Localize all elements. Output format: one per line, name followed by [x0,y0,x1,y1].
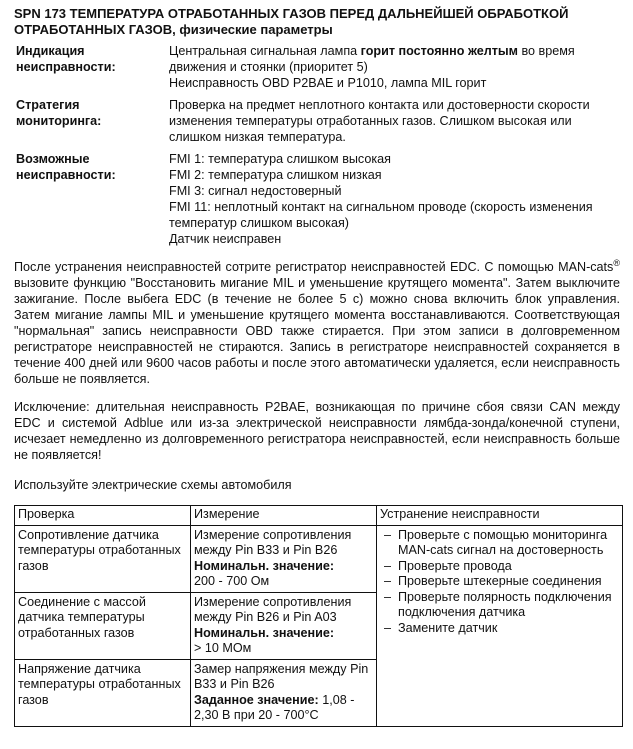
title-line-2-main: ОТРАБОТАННЫХ ГАЗОВ, [14,22,180,37]
indication-line-1b: во время [517,44,575,58]
indication-label [14,43,169,91]
nominal-label: Номинальн. значение: [194,625,335,640]
fix-cell [377,525,623,726]
faults-value [169,151,620,247]
nominal-label: Заданное значение: [194,692,319,707]
table-header-row [15,506,623,526]
paragraph1-part1: После устранения неисправностей сотрите регистратор неисправностей EDC. С помощью MAN-cats [14,260,614,274]
list-item: – Проверьте штекерные соединения [380,574,619,590]
list-item: – Замените датчик [380,621,619,637]
fix-list [380,528,619,637]
indication-line-1a: Центральная сигнальная лампа [169,44,361,58]
strategy-line-2: изменения температуры отработанных газов. Слишком высокая или [169,114,572,128]
faults-label [14,151,169,247]
indication-label-1: Индикация [16,44,85,58]
title-line-2-sub: физические параметры [179,22,333,37]
check-cell: Сопротивление датчика температуры отработанных газов [15,525,191,592]
strategy-value [169,97,620,145]
list-item: – Проверьте провода [380,559,619,575]
faults-label-1: Возможные [16,152,90,166]
document-page [14,6,620,727]
fault-item: FMI 2: температура слишком низкая [169,168,382,182]
list-item: – Проверьте полярность подключения подключения датчика [380,590,619,621]
measurement-text: Измерение сопротивления между Pin B33 и Pin B26 [194,527,352,557]
measurement-text: Измерение сопротивления между Pin B26 и Pin A03 [194,594,352,624]
indication-value [169,43,620,91]
measurement-cell [191,659,377,726]
wiring-note: Используйте электрические схемы автомобиля [14,478,292,492]
table-row [15,525,623,592]
strategy-line-1: Проверка на предмет неплотного контакта или достоверности скорости [169,98,590,112]
indication-line-2: движения и стоянки (приоритет 5) [169,60,368,74]
fault-item: FMI 11: неплотный контакт на сигнальном проводе (скорость изменения [169,200,593,214]
check-table [14,505,623,727]
indication-line-3: Неисправность OBD P2BAE и P1010, лампа MIL горит [169,76,487,90]
measurement-cell [191,525,377,592]
strategy-label [14,97,169,145]
paragraph-exception: Исключение: длительная неисправность P2BAE, возникающая по причине сбоя связи CAN между EDC и системой Adblue или из-за электрической неисправности лямбда-зонда/конечной ступени, исчезает немедленно из долговременного регистратора неисправностей, если неисправность больше не появляется! [14,400,620,462]
paragraph1-part2: вызовите функцию "Восстановить мигание MIL и уменьшение крутящего момента". Затем выключите зажигание. После выбега EDC (в течение не более 5 с) можно снова включить блок управления. Затем мигание лампы MIL и уменьшение крутящего момента восстанавливаются. Соответствующая "нормальная" запись неисправности OBD также стирается. При этом записи в долговременном регистраторе неисправностей не стираются. Запись в регистраторе неисправностей сохраняется в течение 400 дней или 9600 часов работы и после этого автоматически удаляется, если неисправность больше не появляется. [14,276,620,386]
parameters-grid [14,43,620,247]
nominal-label: Номинальн. значение: [194,558,335,573]
nominal-value: > 10 МОм [194,641,252,655]
indication-line-1 [169,43,620,59]
check-cell: Напряжение датчика температуры отработанных газов [15,659,191,726]
document-title [14,6,620,38]
title-line-2 [14,22,620,38]
measurement-cell [191,592,377,659]
nominal-value: 1,08 - 2,30 В при 20 - 700°C [194,692,355,722]
paragraph-reset-instructions [14,259,620,387]
fault-item: Датчик неисправен [169,232,282,246]
faults-label-2: неисправности: [16,168,116,182]
indication-line-1-bold: горит постоянно желтым [360,44,518,58]
header-fix: Устранение неисправности [377,506,623,526]
registered-mark: ® [613,257,620,268]
title-line-1: SPN 173 ТЕМПЕРАТУРА ОТРАБОТАННЫХ ГАЗОВ ПЕРЕД ДАЛЬНЕЙШЕЙ ОБРАБОТКОЙ [14,6,569,21]
nominal-value: 200 - 700 Ом [194,574,270,588]
fault-item: FMI 3: сигнал недостоверный [169,184,342,198]
measurement-text: Замер напряжения между Pin B33 и Pin B26 [194,661,369,691]
strategy-label-2: мониторинга: [16,114,102,128]
header-check: Проверка [15,506,191,526]
strategy-label-1: Стратегия [16,98,80,112]
list-item: – Проверьте с помощью мониторинга MAN-cats сигнал на достоверность [380,528,619,559]
indication-label-2: неисправности: [16,60,116,74]
fault-item: FMI 1: температура слишком высокая [169,152,391,166]
header-measurement: Измерение [191,506,377,526]
check-cell: Соединение с массой датчика температуры отработанных газов [15,592,191,659]
fault-item: температур слишком высокая) [169,216,349,230]
strategy-line-3: слишком низкая температура. [169,130,346,144]
